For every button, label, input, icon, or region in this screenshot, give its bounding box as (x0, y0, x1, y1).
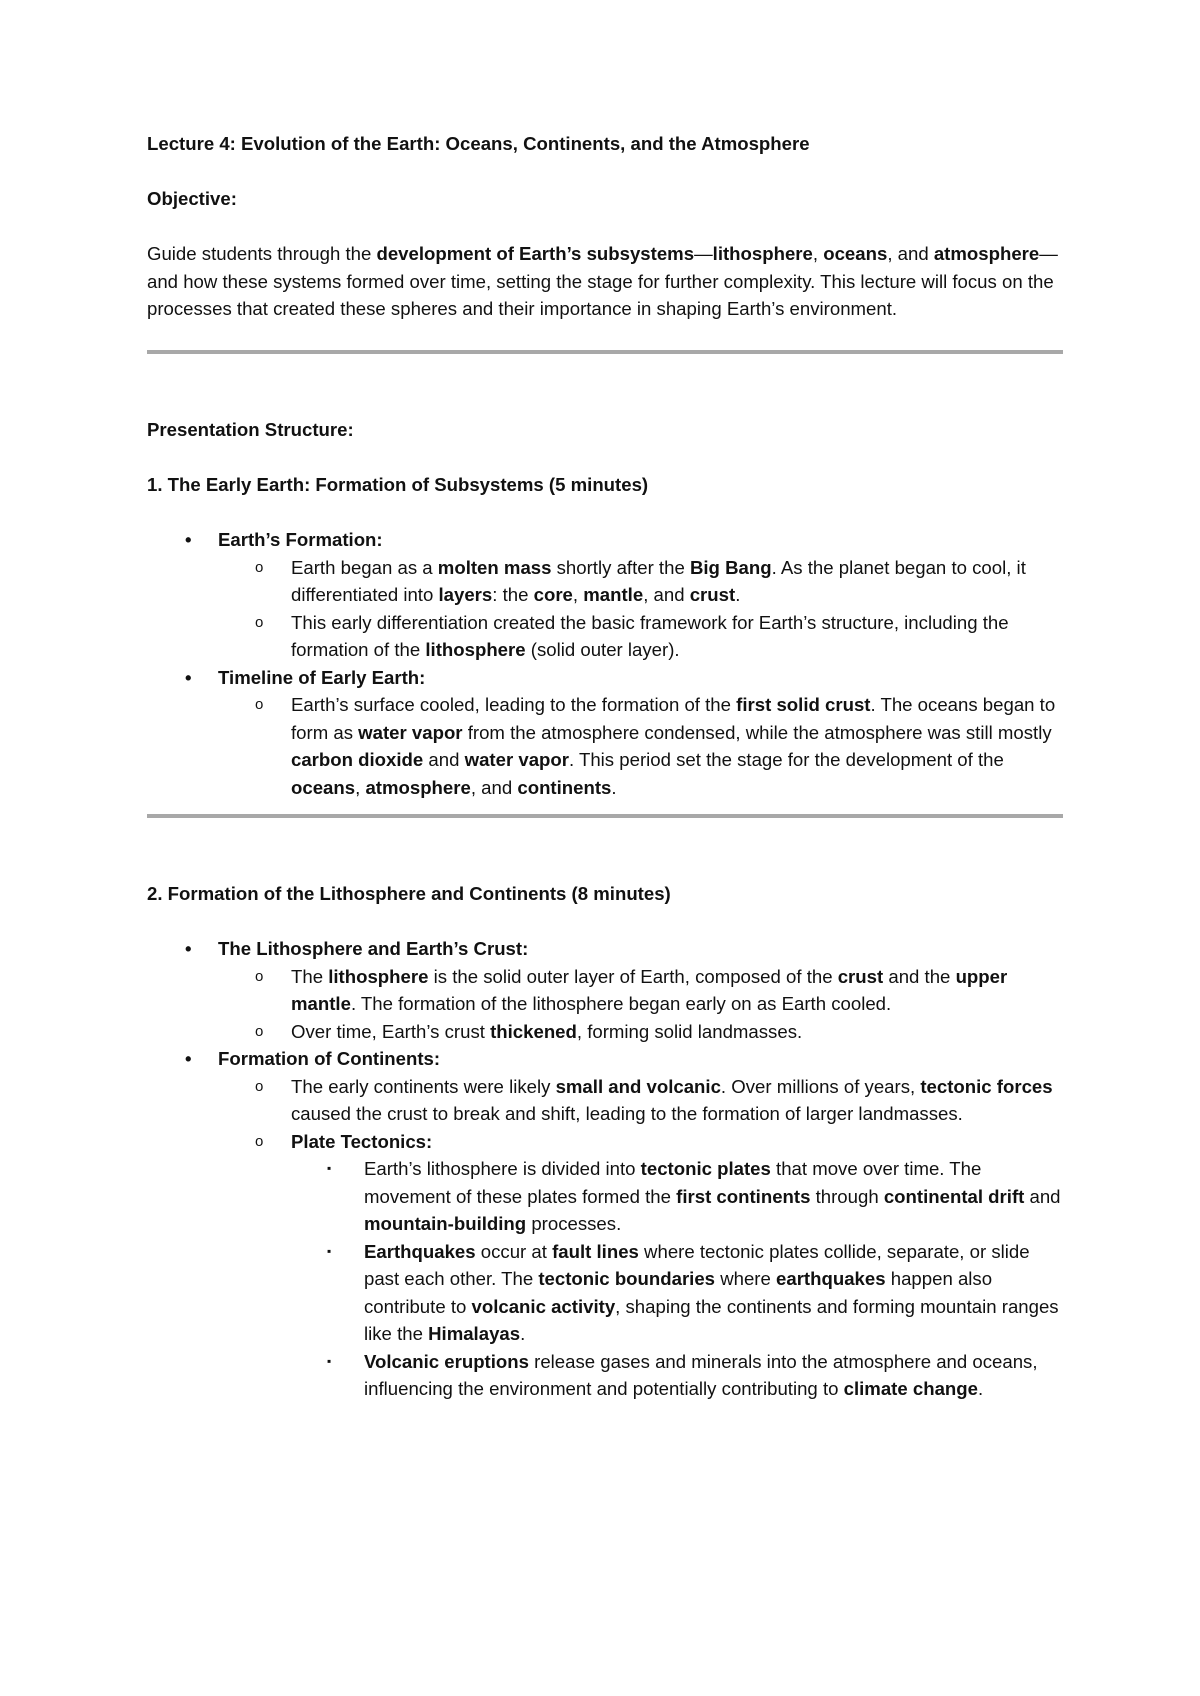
bullet-icon: • (185, 1048, 192, 1069)
sub-list-item-title: Plate Tectonics: (291, 1130, 433, 1152)
list-item-title: The Lithosphere and Earth’s Crust: (218, 938, 529, 959)
sub-sub-list-item: ▪ Earth’s lithosphere is divided into tectonic plates that move over time. The movement of these plates formed the first continents through continental drift and mountain-building processes. (291, 1155, 1063, 1238)
sub-sub-list-item: ▪ Earthquakes occur at fault lines where tectonic plates collide, separate, or slide past each other. The tectonic boundaries where earthquakes happen also contribute to volcanic activity, shaping the continents and forming mountain ranges like the Himalayas. (291, 1238, 1063, 1348)
circle-bullet-icon: o (255, 1132, 264, 1150)
circle-bullet-icon: o (255, 613, 264, 631)
sub-list (218, 1073, 1063, 1403)
section-2-heading: 2. Formation of the Lithosphere and Continents (8 minutes) (147, 883, 671, 904)
bullet-icon: • (185, 529, 192, 550)
circle-bullet-icon: o (255, 967, 264, 985)
sub-list-item (218, 1128, 1063, 1403)
section-2-list (147, 935, 1063, 1403)
sub-list-item: o This early differentiation created the basic framework for Earth’s structure, including the formation of the lithosphere (solid outer layer). (218, 609, 1063, 664)
sub-list-item: o Over time, Earth’s crust thickened, forming solid landmasses. (218, 1018, 1063, 1046)
circle-bullet-icon: o (255, 558, 264, 576)
list-item (147, 664, 1063, 802)
square-bullet-icon: ▪ (327, 1243, 332, 1258)
section-1-heading: 1. The Early Earth: Formation of Subsystems (5 minutes) (147, 474, 649, 495)
objective-paragraph: Guide students through the development of Earth’s subsystems—lithosphere, oceans, and atmosphere—and how these systems formed over time, setting the stage for further complexity. This lecture will focus on the processes that created these spheres and their importance in shaping Earth’s environment. (147, 243, 1058, 319)
document-page (147, 130, 1063, 1403)
sub-sub-list (291, 1155, 1063, 1403)
presentation-structure-heading: Presentation Structure: (147, 419, 354, 440)
section-1-list (147, 526, 1063, 801)
sub-list (218, 691, 1063, 801)
sub-list (218, 963, 1063, 1046)
sub-sub-list-item: ▪ Volcanic eruptions release gases and minerals into the atmosphere and oceans, influencing the environment and potentially contributing to climate change. (291, 1348, 1063, 1403)
square-bullet-icon: ▪ (327, 1353, 332, 1368)
list-item-title: Formation of Continents: (218, 1048, 441, 1069)
list-item (147, 526, 1063, 664)
sub-list-item: o Earth began as a molten mass shortly after the Big Bang. As the planet began to cool, it differentiated into layers: the core, mantle, and crust. (218, 554, 1063, 609)
list-item (147, 1045, 1063, 1403)
square-bullet-icon: ▪ (327, 1161, 332, 1175)
sub-list-item: o Earth’s surface cooled, leading to the formation of the first solid crust. The oceans began to form as water vapor from the atmosphere condensed, while the atmosphere was still mostly carbon dioxide and water vapor. This period set the stage for the development of the oceans, atmosphere, and continents. (218, 691, 1063, 801)
sub-list-item: o The early continents were likely small and volcanic. Over millions of years, tectonic forces caused the crust to break and shift, leading to the formation of larger landmasses. (218, 1073, 1063, 1128)
bullet-icon: • (185, 938, 192, 959)
list-item-title: Earth’s Formation: (218, 529, 383, 550)
circle-bullet-icon: o (255, 1022, 264, 1040)
circle-bullet-icon: o (255, 696, 264, 713)
objective-heading: Objective: (147, 188, 237, 209)
list-item (147, 935, 1063, 1045)
document-title: Lecture 4: Evolution of the Earth: Oceans, Continents, and the Atmosphere (147, 133, 810, 154)
sub-list (218, 554, 1063, 664)
list-item-title: Timeline of Early Earth: (218, 666, 426, 688)
sub-list-item: o The lithosphere is the solid outer layer of Earth, composed of the crust and the upper mantle. The formation of the lithosphere began early on as Earth cooled. (218, 963, 1063, 1018)
circle-bullet-icon: o (255, 1077, 264, 1095)
bullet-icon: • (185, 666, 192, 688)
